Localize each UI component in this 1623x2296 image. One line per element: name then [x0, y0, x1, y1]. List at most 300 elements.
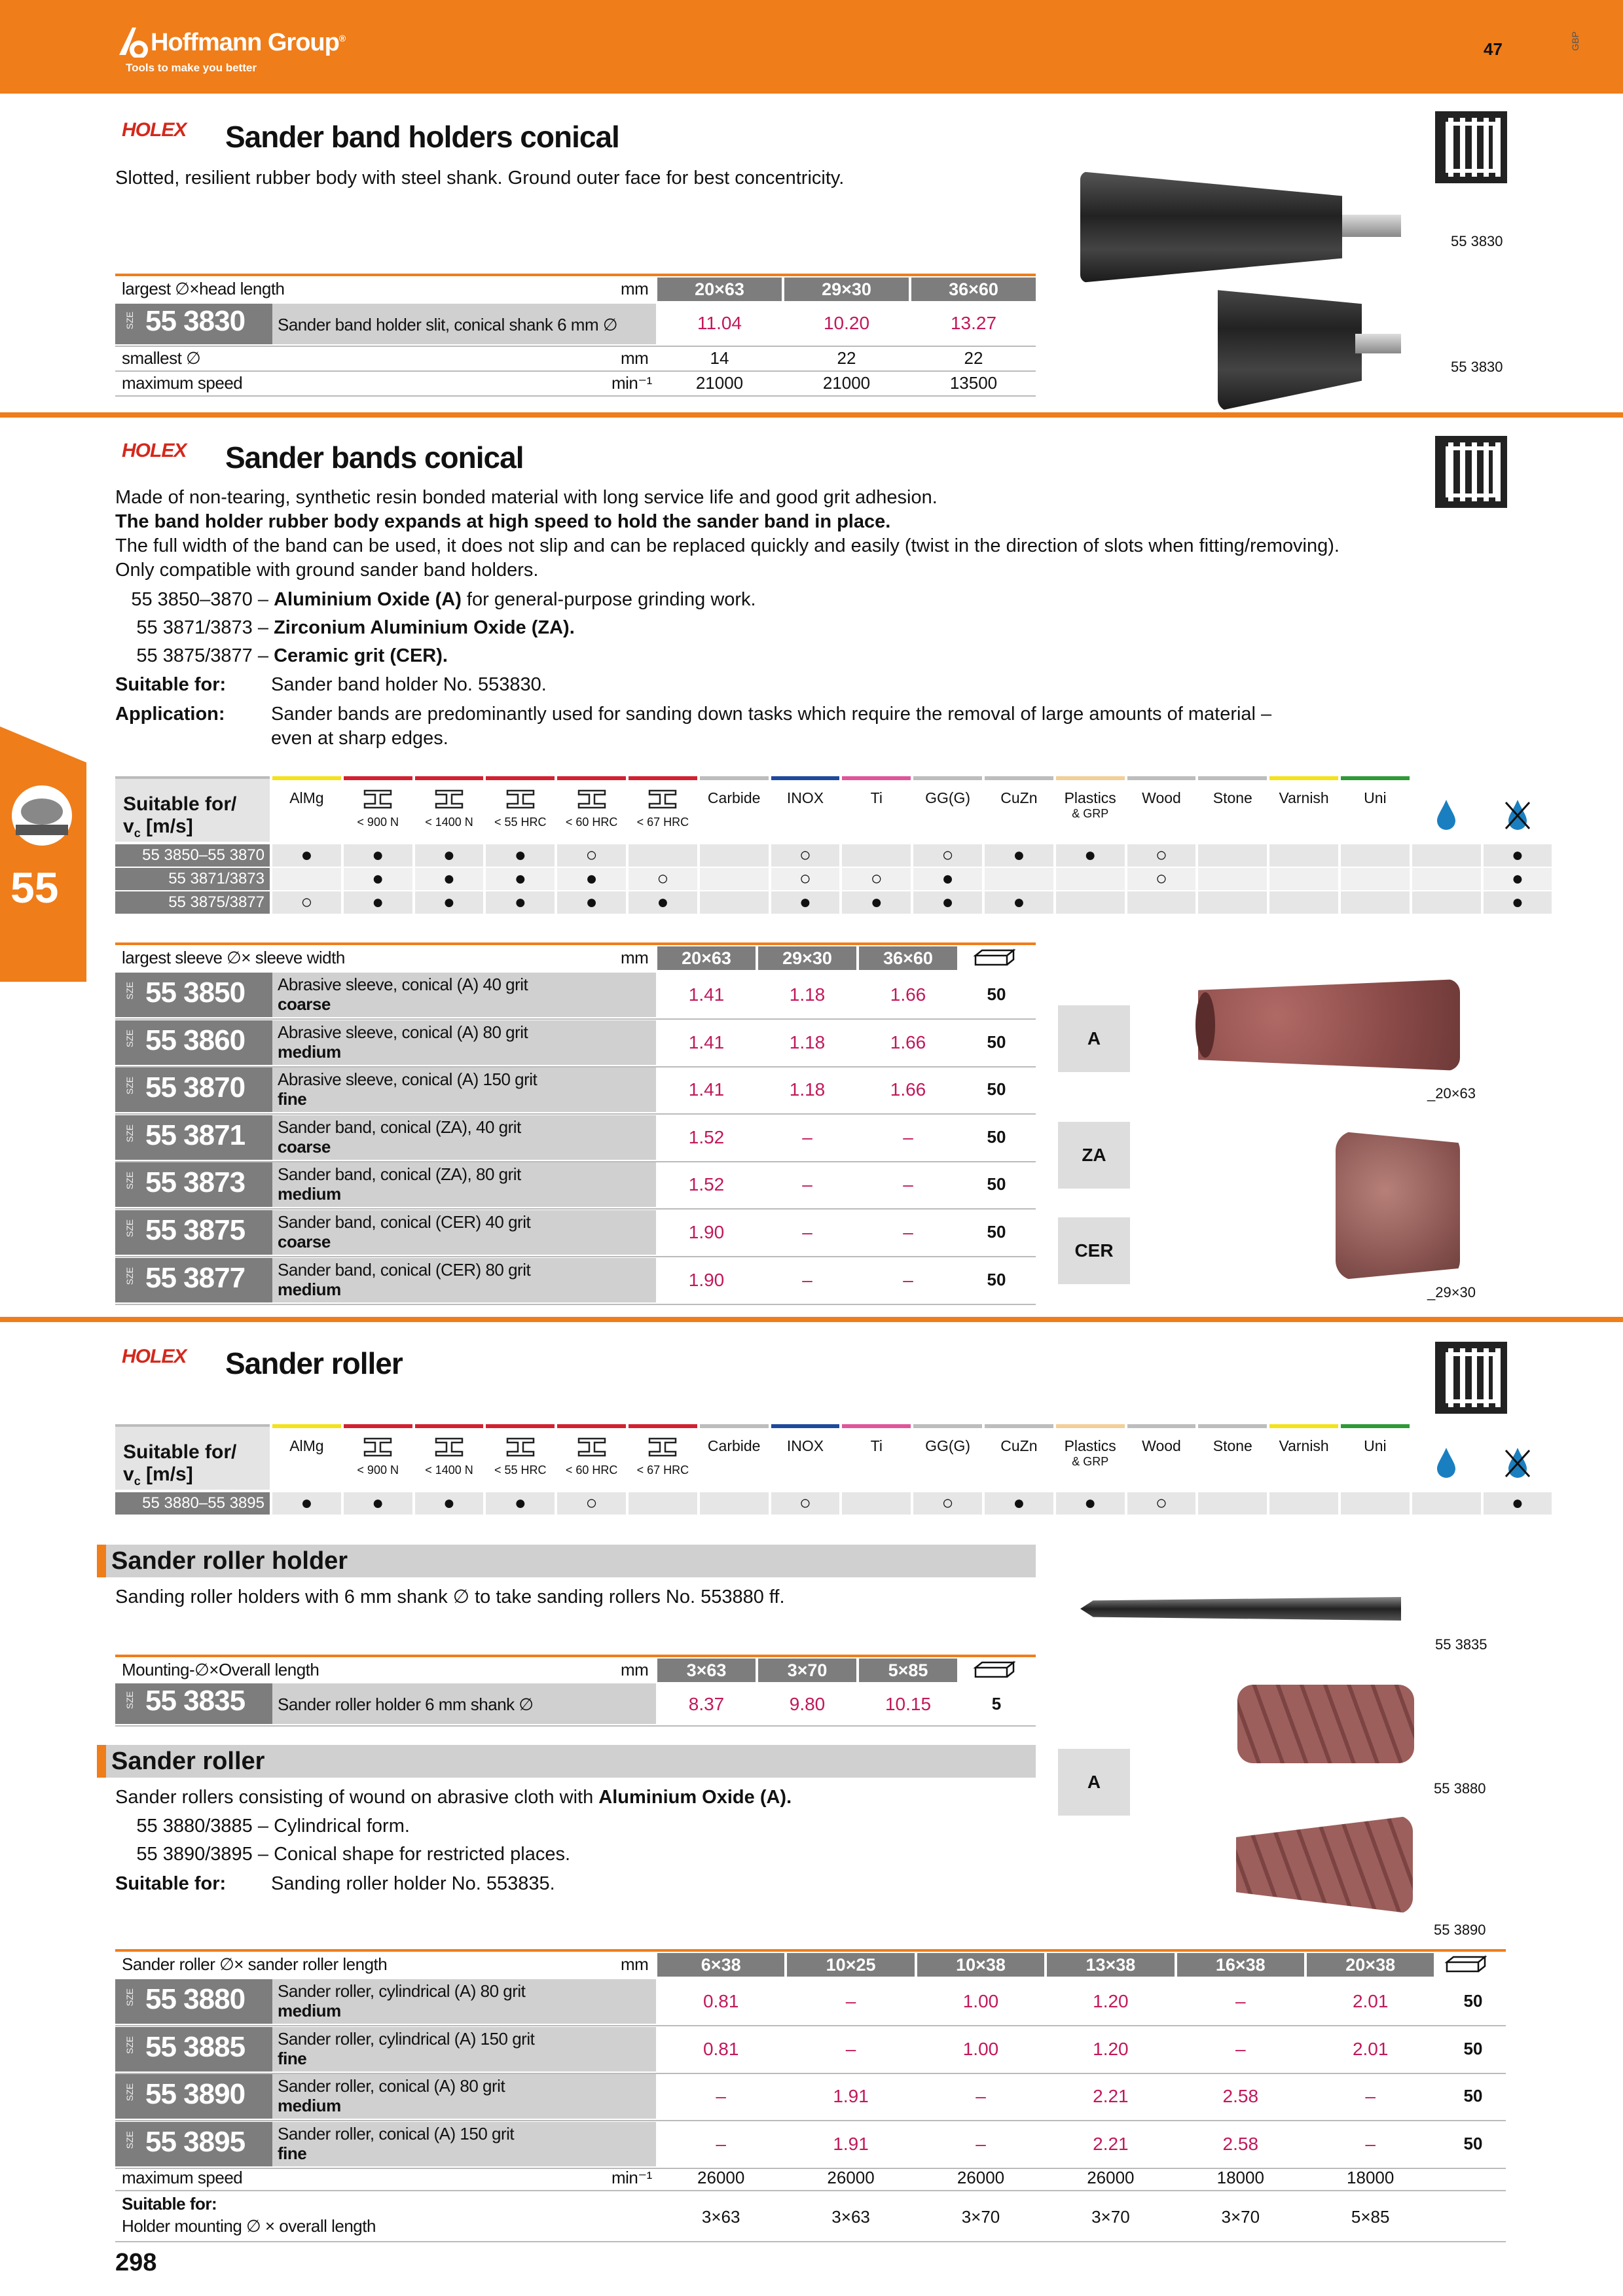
- hm-label-2: Holder mounting ∅ × overall length: [122, 2216, 376, 2236]
- article-number[interactable]: 55 3860: [145, 1024, 246, 1056]
- material-sub: < 1400 N: [425, 816, 473, 829]
- speed-label: maximum speed: [122, 2168, 243, 2187]
- article-number[interactable]: 55 3873: [145, 1166, 246, 1199]
- article-number[interactable]: 55 3835: [145, 1685, 246, 1717]
- article-number[interactable]: 55 3870: [145, 1071, 246, 1104]
- material-column[interactable]: [629, 776, 697, 842]
- price[interactable]: 1.41: [688, 984, 725, 1005]
- material-name: Uni: [1364, 789, 1387, 806]
- article-number[interactable]: 55 3895: [145, 2125, 246, 2158]
- suitability-mark: [1412, 844, 1481, 867]
- sze-label: SZE: [124, 2036, 135, 2054]
- material-column[interactable]: [1269, 1424, 1338, 1490]
- roller-shapes-list: 55 3880/3885 – Cylindrical form. 55 3890/3895 – Conical shape for restricted places.: [136, 1816, 571, 1865]
- suitability-mark: ●: [1056, 844, 1125, 867]
- material-sub: < 55 HRC: [494, 816, 547, 829]
- holder-description: Sanding roller holders with 6 mm shank ∅ to take sanding rollers No. 553880 ff.: [115, 1587, 785, 1607]
- price[interactable]: 1.18: [789, 1031, 826, 1052]
- material-column[interactable]: [771, 776, 840, 842]
- size-header: 20×63: [657, 278, 782, 301]
- article-description: Sander roller, conical (A) 80 grit: [278, 2076, 505, 2096]
- price[interactable]: –: [1235, 1991, 1246, 2011]
- price[interactable]: 2.21: [1093, 2133, 1129, 2154]
- material-column[interactable]: [913, 776, 982, 842]
- row-value: 14: [710, 348, 729, 368]
- suitability-mark: [1412, 891, 1481, 914]
- suitability-mark: ●: [985, 844, 1053, 867]
- article-number[interactable]: 55 3875: [145, 1214, 246, 1246]
- speed-unit: min⁻¹: [611, 2168, 652, 2187]
- price[interactable]: –: [802, 1174, 812, 1195]
- region-code: GBP: [1570, 31, 1580, 51]
- sleeve-end: [1195, 992, 1215, 1058]
- material-column[interactable]: [700, 776, 769, 842]
- suitability-mark: ●: [1484, 868, 1552, 890]
- image-caption: _29×30: [1427, 1284, 1476, 1300]
- row-divider: [115, 395, 1036, 397]
- suitability-mark: ●: [913, 868, 982, 890]
- suitable-value: Sander band holder No. 553830.: [271, 674, 547, 695]
- dry-use-icon: [1503, 1446, 1532, 1478]
- article-number[interactable]: 55 3850: [145, 977, 246, 1009]
- table-top-rule: [115, 274, 1036, 276]
- material-column[interactable]: [272, 776, 341, 842]
- price[interactable]: –: [845, 2038, 856, 2059]
- suitability-mark: ●: [415, 891, 484, 914]
- roller-size-headers: [657, 1953, 1506, 1977]
- unit-label: mm: [621, 279, 649, 298]
- suitability-mark: ○: [771, 1492, 840, 1515]
- size-header: 13×38: [1047, 1953, 1174, 1977]
- price[interactable]: 2.21: [1093, 2086, 1129, 2107]
- material-column[interactable]: [629, 1424, 697, 1490]
- row-value: 22: [964, 348, 983, 368]
- article-description: Sander band, conical (ZA), 80 grit: [278, 1164, 521, 1185]
- size-header: 29×30: [758, 946, 856, 970]
- suitability-mark: [1056, 868, 1125, 890]
- size-header: 10×38: [917, 1953, 1044, 1977]
- size-header: 3×70: [758, 1659, 856, 1682]
- unit-label: mm: [621, 948, 649, 967]
- sze-label: SZE: [124, 2130, 135, 2149]
- price[interactable]: 0.81: [702, 2038, 739, 2059]
- suitability-mark: [1198, 844, 1267, 867]
- coolant-drop-icon: [1435, 1446, 1457, 1478]
- speed-value: 26000: [1087, 2168, 1135, 2187]
- price[interactable]: 2.01: [1352, 2038, 1389, 2059]
- material-column[interactable]: [1198, 776, 1267, 842]
- article-number[interactable]: 55 3871: [145, 1119, 246, 1151]
- material-column[interactable]: [842, 1424, 911, 1490]
- material-name: CuZn: [1000, 789, 1038, 806]
- application-label: Application:: [115, 704, 225, 725]
- suitability-mark: ○: [1127, 868, 1196, 890]
- pack-qty: 5: [991, 1694, 1002, 1713]
- material-sub: < 60 HRC: [565, 816, 618, 829]
- price[interactable]: –: [976, 2133, 986, 2154]
- price[interactable]: –: [845, 1991, 856, 2011]
- pack-qty: 50: [987, 984, 1006, 1004]
- row-value: 21000: [822, 373, 871, 393]
- article-number[interactable]: 55 3830: [145, 305, 246, 337]
- suitable-label: Suitable for:: [115, 674, 227, 695]
- price[interactable]: 10.20: [823, 313, 870, 333]
- row-divider: [115, 346, 1036, 347]
- image-caption: 55 3835: [1435, 1636, 1487, 1653]
- roller-holder-image: [1080, 1597, 1401, 1621]
- material-column[interactable]: [1269, 776, 1338, 842]
- size-header: 10×25: [787, 1953, 914, 1977]
- steel-profile-icon: [435, 789, 464, 809]
- material-sub: & GRP: [1072, 1455, 1109, 1468]
- suitability-mark: ●: [415, 868, 484, 890]
- row-value: 22: [837, 348, 856, 368]
- price[interactable]: –: [976, 2086, 986, 2107]
- price[interactable]: 9.80: [789, 1694, 826, 1714]
- material-sub: < 900 N: [357, 816, 399, 829]
- suitability-mark: ○: [771, 844, 840, 867]
- material-name: Ti: [870, 789, 883, 806]
- material-column[interactable]: [486, 776, 555, 842]
- material-column[interactable]: [415, 776, 484, 842]
- price[interactable]: –: [802, 1222, 812, 1242]
- price[interactable]: –: [802, 1269, 812, 1290]
- article-description: Sander band, conical (CER) 40 grit: [278, 1212, 531, 1232]
- price[interactable]: 1.90: [688, 1269, 725, 1290]
- article-number[interactable]: 55 3885: [145, 2030, 246, 2063]
- price[interactable]: 1.18: [789, 984, 826, 1005]
- pack-qty: 50: [987, 1031, 1006, 1052]
- material-column[interactable]: [842, 776, 911, 842]
- row-value: 21000: [695, 373, 744, 393]
- article-number[interactable]: 55 3880: [145, 1983, 246, 2015]
- suitability-mark: ○: [1127, 1492, 1196, 1515]
- price[interactable]: 1.91: [833, 2133, 869, 2154]
- footer-page-number: 298: [115, 2249, 157, 2276]
- steel-profile-icon: [577, 789, 606, 809]
- price[interactable]: 1.00: [962, 1991, 999, 2011]
- holder-mount-value: 5×85: [1351, 2207, 1390, 2227]
- size-header: 5×85: [859, 1659, 957, 1682]
- holex-logo: HOLEX: [122, 1346, 187, 1367]
- pack-qty: 50: [1463, 2038, 1483, 2058]
- price[interactable]: 1.66: [890, 984, 926, 1005]
- material-name: Uni: [1364, 1437, 1387, 1454]
- article-description: Sander roller, cylindrical (A) 150 grit: [278, 2028, 535, 2049]
- price[interactable]: 0.81: [702, 1991, 739, 2011]
- section-divider: [0, 1317, 1623, 1322]
- suitability-mark: ●: [985, 891, 1053, 914]
- suitability-mark: [700, 844, 769, 867]
- price[interactable]: –: [716, 2086, 726, 2107]
- price[interactable]: 1.90: [688, 1222, 725, 1242]
- holder-image-1: [1080, 171, 1401, 283]
- suitability-mark: [700, 868, 769, 890]
- qr-code[interactable]: [1435, 436, 1507, 508]
- sze-label: SZE: [124, 1988, 135, 2007]
- article-grade: medium: [278, 1041, 341, 1062]
- suitability-mark: [700, 1492, 769, 1515]
- size-header: 36×60: [911, 278, 1036, 301]
- holder-caption-1: 55 3830: [1451, 233, 1503, 249]
- suitability-mark: [842, 1492, 911, 1515]
- material-column[interactable]: [985, 1424, 1053, 1490]
- sze-label: SZE: [124, 1691, 135, 1710]
- grit-list: 55 3850–3870 – Aluminium Oxide (A) for general-purpose grinding work. 55 3871/3873 – Zirconium Aluminium Oxide (ZA). 55 3875/3877 – Ceramic grit (CER).: [131, 589, 756, 666]
- article-number[interactable]: 55 3877: [145, 1261, 246, 1294]
- price[interactable]: –: [1235, 2038, 1246, 2059]
- price[interactable]: –: [903, 1222, 913, 1242]
- suitability-mark: [1412, 868, 1481, 890]
- material-name: Wood: [1142, 1437, 1181, 1454]
- price[interactable]: 13.27: [950, 313, 997, 333]
- material-name: GG(G): [925, 789, 971, 806]
- suitability-label: Suitable for/ $v_c$ [m/s]: [123, 1441, 237, 1488]
- suitability-mark: ●: [344, 868, 412, 890]
- suitability-mark: ●: [486, 1492, 555, 1515]
- price[interactable]: 2.01: [1352, 1991, 1389, 2011]
- suitability-mark: [1198, 868, 1267, 890]
- sze-label: SZE: [124, 1124, 135, 1143]
- price[interactable]: 2.58: [1222, 2133, 1259, 2154]
- article-number[interactable]: 55 3890: [145, 2078, 246, 2111]
- price[interactable]: 11.04: [697, 313, 742, 333]
- holder-size-label: Mounting-∅×Overall length: [122, 1660, 319, 1679]
- suitability-mark: ○: [1127, 844, 1196, 867]
- suitability-mark: ●: [557, 868, 626, 890]
- price[interactable]: 10.15: [884, 1694, 932, 1714]
- material-column[interactable]: [486, 1424, 555, 1490]
- suitability-mark: ○: [842, 868, 911, 890]
- suitability-mark: ●: [486, 891, 555, 914]
- abrasive-sleeve-image: [1198, 979, 1460, 1071]
- sze-label: SZE: [124, 982, 135, 1000]
- speed-value: 18000: [1347, 2168, 1395, 2187]
- material-column[interactable]: [344, 1424, 412, 1490]
- price[interactable]: 1.20: [1093, 2038, 1129, 2059]
- material-column[interactable]: [771, 1424, 840, 1490]
- suitability-label-cell: [115, 1424, 270, 1490]
- price[interactable]: 1.18: [789, 1079, 826, 1100]
- price[interactable]: –: [903, 1126, 913, 1147]
- row-divider: [115, 1304, 1036, 1305]
- holex-logo: HOLEX: [122, 440, 187, 461]
- suitability-mark: [1269, 868, 1338, 890]
- dry-use-icon: [1503, 798, 1532, 830]
- steel-profile-icon: [363, 789, 392, 809]
- speed-value: 26000: [957, 2168, 1005, 2187]
- pack-qty: 50: [1463, 2133, 1483, 2153]
- subsection-roller-holder: Sander roller holder: [97, 1545, 1036, 1577]
- suitability-mark: ●: [415, 1492, 484, 1515]
- size-header: 6×38: [657, 1953, 784, 1977]
- price[interactable]: 1.66: [890, 1031, 926, 1052]
- material-name: GG(G): [925, 1437, 971, 1454]
- coolant-drop-icon: [1435, 798, 1457, 830]
- price[interactable]: 1.00: [962, 2038, 999, 2059]
- material-column[interactable]: [557, 1424, 626, 1490]
- pack-qty: 50: [987, 1126, 1006, 1147]
- suitability-mark: [700, 891, 769, 914]
- size-header: 16×38: [1177, 1953, 1304, 1977]
- row-label: smallest ∅: [122, 348, 201, 368]
- suitability-mark: [1341, 891, 1410, 914]
- suitability-mark: [842, 844, 911, 867]
- suitability-mark: [1269, 1492, 1338, 1515]
- price[interactable]: 1.52: [688, 1174, 725, 1195]
- material-column[interactable]: [1198, 1424, 1267, 1490]
- suitability-mark: ●: [913, 891, 982, 914]
- sze-label: SZE: [124, 1077, 135, 1095]
- material-column[interactable]: [1412, 1424, 1481, 1490]
- material-name: Stone: [1213, 1437, 1252, 1454]
- material-column[interactable]: [985, 776, 1053, 842]
- price[interactable]: 1.91: [833, 2086, 869, 2107]
- row-divider: [115, 2190, 1506, 2191]
- suitability-mark: [1198, 1492, 1267, 1515]
- price[interactable]: –: [1365, 2086, 1376, 2107]
- material-column[interactable]: [1484, 776, 1552, 842]
- price[interactable]: –: [802, 1126, 812, 1147]
- package-icon: [973, 948, 1016, 967]
- article-grade: fine: [278, 2143, 307, 2163]
- material-sub: < 60 HRC: [565, 1463, 618, 1477]
- material-name: Wood: [1142, 789, 1181, 806]
- section-divider: [0, 412, 1623, 418]
- material-sub: < 1400 N: [425, 1463, 473, 1477]
- package-icon: [973, 1660, 1016, 1679]
- steel-profile-icon: [506, 1437, 535, 1457]
- suitability-mark: ●: [1484, 1492, 1552, 1515]
- suitability-label-cell: [115, 776, 270, 842]
- material-column[interactable]: [1412, 776, 1481, 842]
- speed-value: 26000: [697, 2168, 745, 2187]
- suitability-mark: ●: [344, 891, 412, 914]
- pack-qty: 50: [987, 1174, 1006, 1194]
- chapter-number: 55: [10, 863, 59, 912]
- suitability-mark: ○: [557, 1492, 626, 1515]
- unit-label: mm: [621, 1660, 649, 1679]
- speed-value: 18000: [1216, 2168, 1264, 2187]
- suitability-mark: [272, 868, 341, 890]
- roller-size-label: Sander roller ∅× sander roller length: [122, 1954, 388, 1974]
- article-description: Sander band, conical (ZA), 40 grit: [278, 1117, 521, 1137]
- suitability-mark: ●: [272, 1492, 341, 1515]
- material-sub: < 55 HRC: [494, 1463, 547, 1477]
- subsection-roller: Sander roller: [97, 1745, 1036, 1778]
- sze-label: SZE: [124, 1029, 135, 1047]
- suitability-mark: ●: [557, 891, 626, 914]
- suitability-mark: [1269, 844, 1338, 867]
- material-column[interactable]: [1056, 1424, 1125, 1490]
- material-column[interactable]: [272, 1424, 341, 1490]
- suitability-mark: ●: [629, 891, 697, 914]
- suitability-mark: [629, 844, 697, 867]
- holders-size-label: largest ∅×head length: [122, 279, 285, 298]
- sze-label: SZE: [124, 1219, 135, 1238]
- suitability-row-label: 55 3850–55 3870: [115, 844, 270, 867]
- price[interactable]: 1.66: [890, 1079, 926, 1100]
- suitability-mark: ○: [913, 1492, 982, 1515]
- article-grade: medium: [278, 1184, 341, 1204]
- table-top-rule: [115, 942, 1036, 945]
- bands-size-label: largest sleeve ∅× sleeve width: [122, 948, 345, 967]
- article-grade: coarse: [278, 1136, 331, 1157]
- steel-profile-icon: [506, 789, 535, 809]
- chapter-tab[interactable]: [0, 726, 86, 982]
- page-number: 47: [1484, 39, 1503, 59]
- steel-profile-icon: [363, 1437, 392, 1457]
- article-description: Sander roller, cylindrical (A) 80 grit: [278, 1981, 526, 2001]
- material-column[interactable]: [913, 1424, 982, 1490]
- material-column[interactable]: [1341, 1424, 1410, 1490]
- material-column[interactable]: [344, 776, 412, 842]
- material-column[interactable]: [1056, 776, 1125, 842]
- material-column[interactable]: [1484, 1424, 1552, 1490]
- group-label: A: [1058, 1749, 1130, 1816]
- price[interactable]: 1.41: [688, 1079, 725, 1100]
- holder-mount-value: 3×70: [1221, 2207, 1260, 2227]
- material-column[interactable]: [415, 1424, 484, 1490]
- price[interactable]: –: [903, 1174, 913, 1195]
- suitability-mark: ○: [629, 868, 697, 890]
- material-column[interactable]: [1127, 776, 1196, 842]
- material-suitability-table: [115, 1424, 1524, 1529]
- suitability-row-label: 55 3875/3877: [115, 891, 270, 914]
- price[interactable]: 1.20: [1093, 1991, 1129, 2011]
- material-name: CuZn: [1000, 1437, 1038, 1454]
- price[interactable]: –: [1365, 2133, 1376, 2154]
- speed-values: [657, 2168, 1506, 2189]
- article-grade: fine: [278, 2048, 307, 2068]
- material-column[interactable]: [1341, 776, 1410, 842]
- price[interactable]: 1.41: [688, 1031, 725, 1052]
- image-caption: 55 3890: [1434, 1922, 1486, 1938]
- material-column[interactable]: [557, 776, 626, 842]
- article-description: Sander roller holder 6 mm shank ∅: [278, 1695, 534, 1714]
- suitability-mark: ○: [913, 844, 982, 867]
- steel-profile-icon: [435, 1437, 464, 1457]
- qr-code[interactable]: [1435, 111, 1507, 183]
- price[interactable]: 8.37: [688, 1694, 725, 1714]
- package-icon: [1444, 1954, 1487, 1974]
- material-name: Carbide: [707, 789, 761, 806]
- material-name: Varnish: [1279, 789, 1329, 806]
- cylindrical-roller-image: [1237, 1685, 1414, 1763]
- suitability-mark: [1341, 844, 1410, 867]
- pack-qty: 50: [987, 1222, 1006, 1242]
- brand-name[interactable]: Hoffmann Group®: [151, 29, 346, 56]
- price[interactable]: 2.58: [1222, 2086, 1259, 2107]
- suitability-mark: ●: [272, 844, 341, 867]
- material-name: Carbide: [707, 1437, 761, 1454]
- price[interactable]: 1.52: [688, 1126, 725, 1147]
- holder-mount-value: 3×70: [961, 2207, 1000, 2227]
- price[interactable]: –: [716, 2133, 726, 2154]
- qr-code[interactable]: [1435, 1342, 1507, 1414]
- price[interactable]: –: [903, 1269, 913, 1290]
- suitability-row-label: 55 3871/3873: [115, 868, 270, 890]
- suitability-mark: [629, 1492, 697, 1515]
- suitability-mark: ○: [272, 891, 341, 914]
- article-grade: medium: [278, 1279, 341, 1299]
- size-header: 20×63: [657, 946, 756, 970]
- material-column[interactable]: [700, 1424, 769, 1490]
- holder-mount-value: 3×63: [831, 2207, 870, 2227]
- unit-label: mm: [621, 1954, 649, 1974]
- material-column[interactable]: [1127, 1424, 1196, 1490]
- material-name: Varnish: [1279, 1437, 1329, 1454]
